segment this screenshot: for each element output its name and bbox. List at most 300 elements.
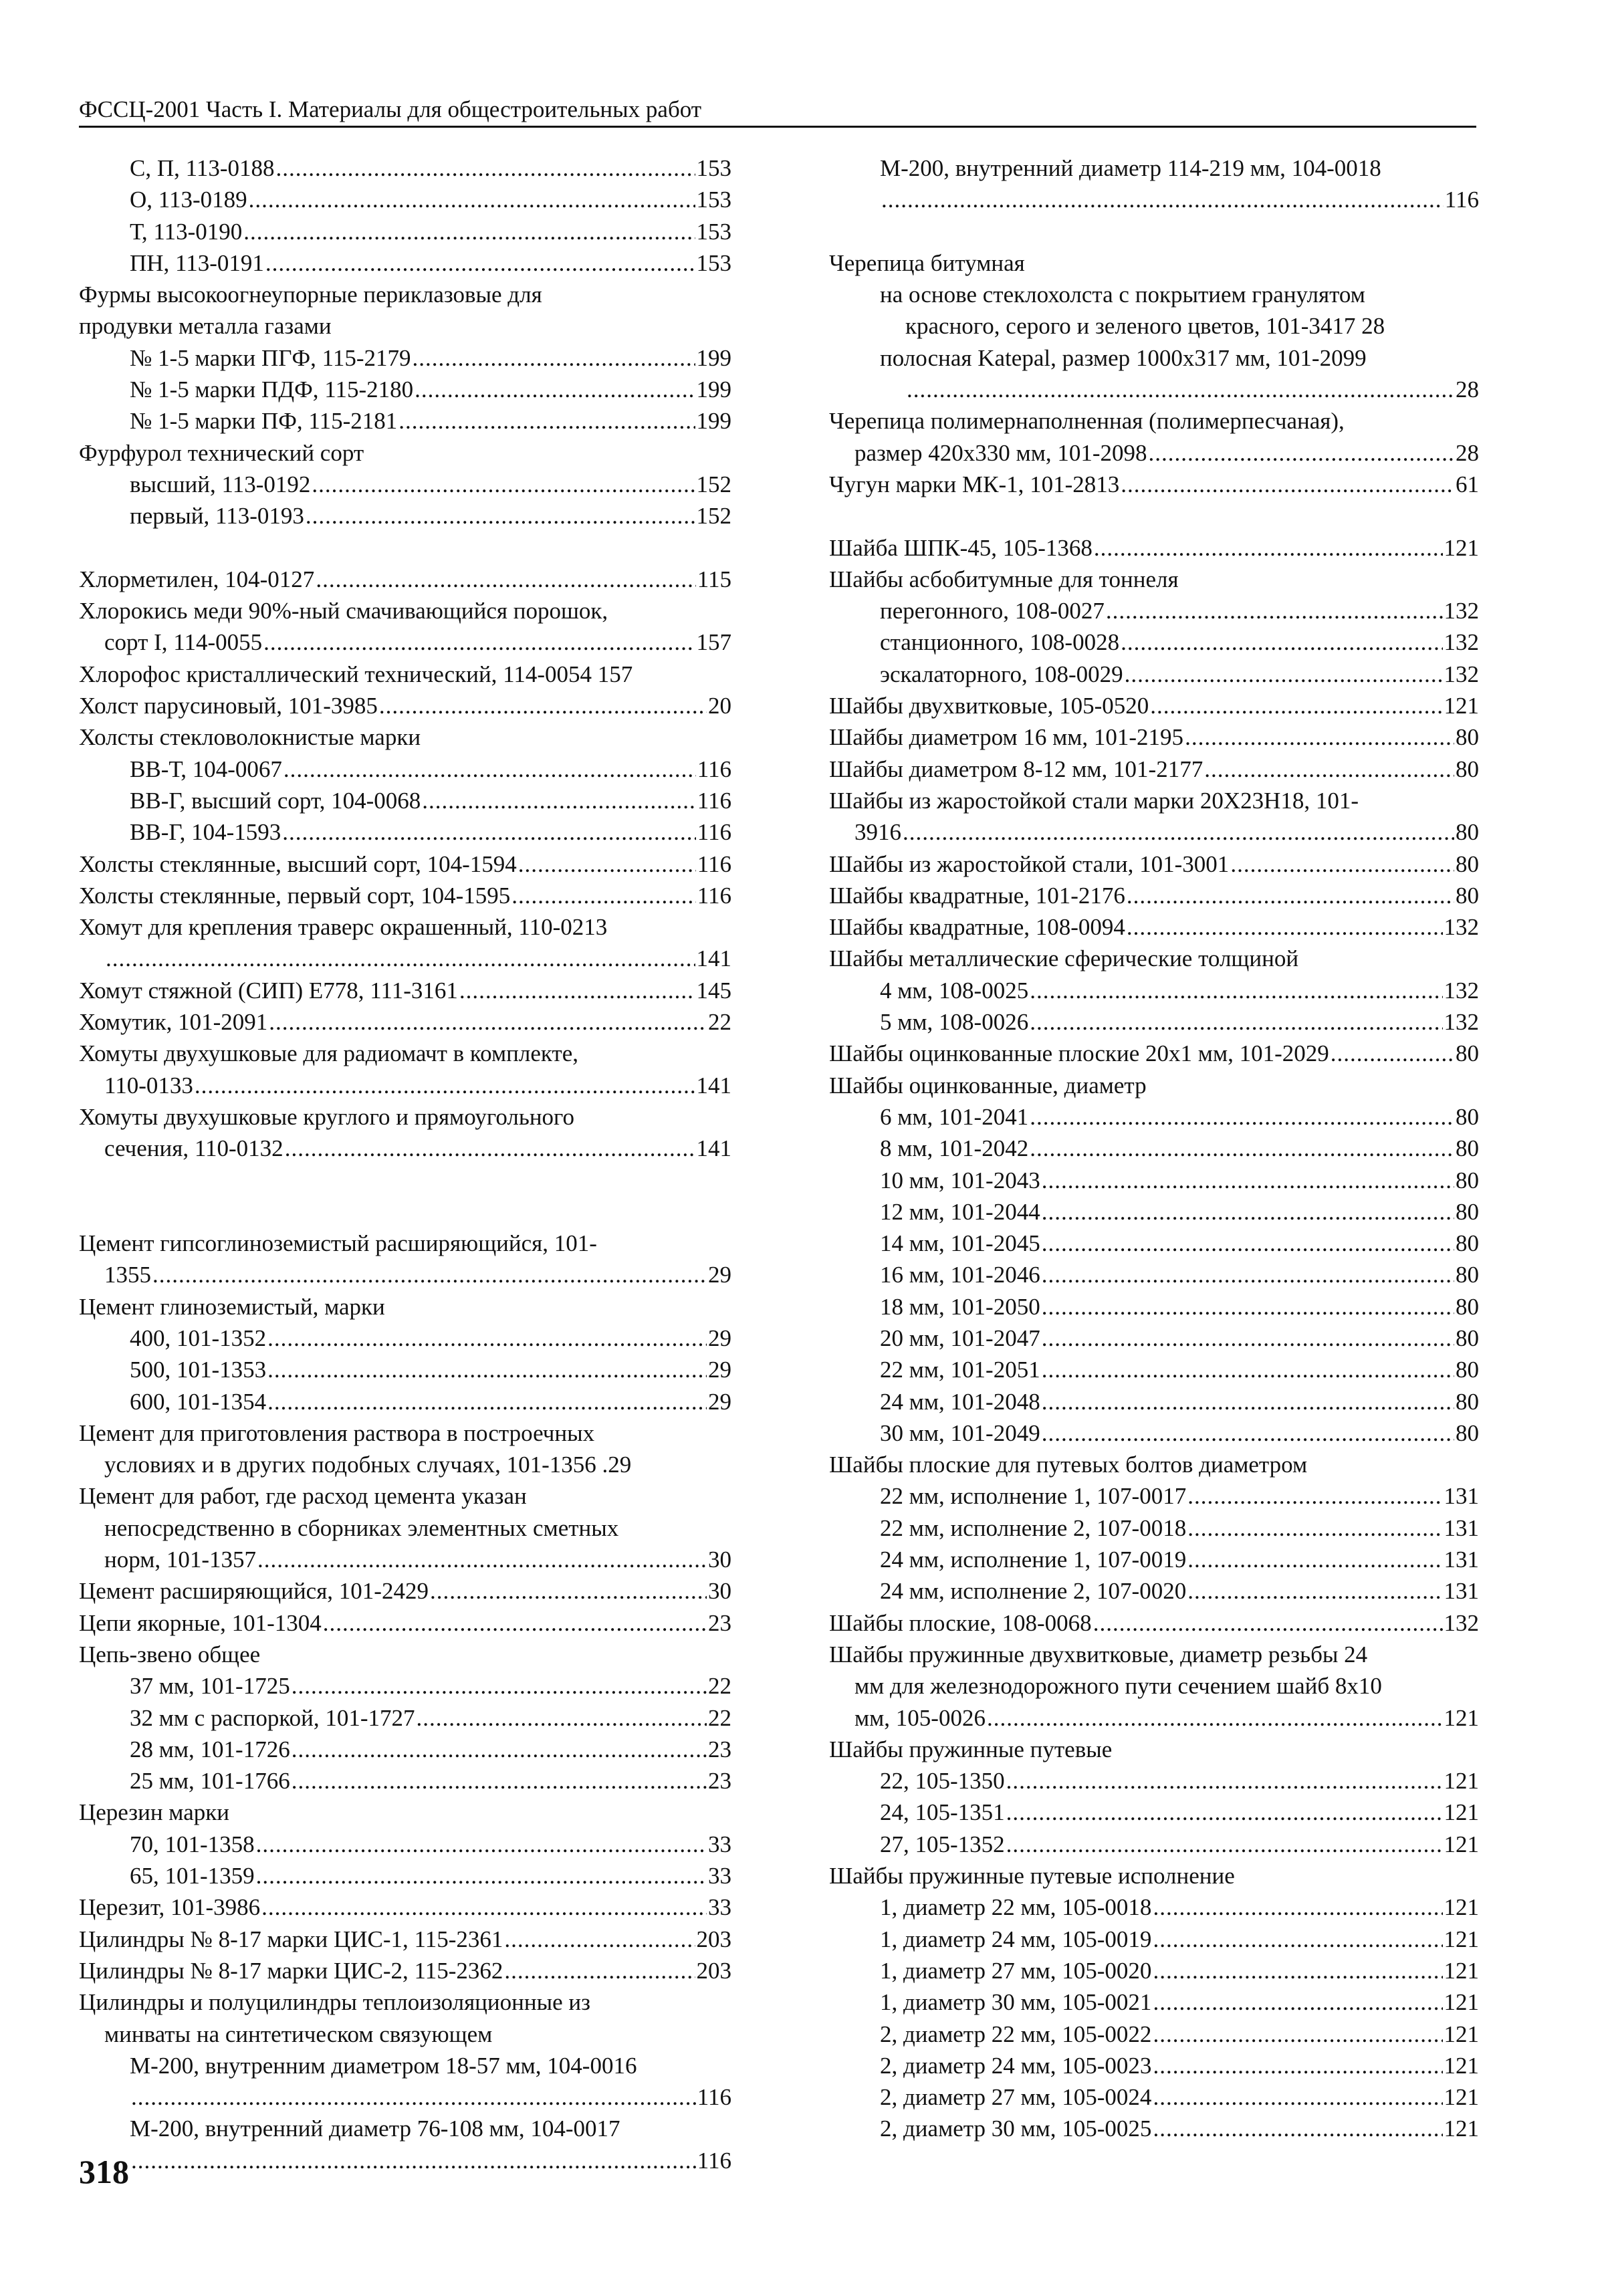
entry-text: Шайбы металлические сферические толщиной — [829, 945, 1299, 972]
entry-text: Хлорокись меди 90%-ный смачивающийся порошок, — [79, 598, 608, 624]
index-entry — [79, 1702, 731, 1734]
index-entry — [79, 880, 731, 911]
dot-leader — [195, 1070, 695, 1101]
index-entry — [829, 247, 1479, 279]
entry-text: Шайбы пружинные двухвитковые, диаметр резьбы 24 — [829, 1641, 1368, 1668]
entry-text: № 1-5 марки ПДФ, 115-2180 — [130, 376, 414, 403]
entry-text: 400, 101-1352 — [130, 1325, 267, 1351]
index-entry — [79, 247, 731, 279]
dot-leader — [1042, 1259, 1454, 1290]
entry-text: 10 мм, 101-2043 — [880, 1167, 1040, 1193]
entry-text: Шайбы из жаростойкой стали марки 20Х23Н18, 101- — [829, 787, 1359, 814]
index-entry — [79, 1386, 731, 1417]
entry-page-ref: 199 — [696, 408, 731, 435]
dot-leader — [292, 1734, 707, 1765]
index-entry — [829, 152, 1479, 184]
dot-leader — [106, 943, 695, 974]
entry-text: Цемент гипсоглиноземистый расширяющийся, 101- — [79, 1230, 597, 1257]
dot-leader — [1121, 469, 1454, 500]
entry-page-ref: 23 — [708, 1736, 731, 1762]
entry-text: 5 мм, 108-0026 — [880, 1009, 1029, 1036]
index-entry — [829, 1734, 1479, 1765]
entry-text: 32 мм с распоркой, 101-1727 — [130, 1704, 415, 1731]
entry-text: 1, диаметр 30 мм, 105-0021 — [880, 1989, 1152, 2016]
dot-leader — [1127, 880, 1454, 911]
index-entry — [79, 1323, 731, 1354]
entry-page-ref: 23 — [708, 1609, 731, 1636]
entry-text: ПН, 113-0191 — [130, 249, 264, 276]
dot-leader — [504, 1955, 695, 1986]
blank-line — [79, 1196, 731, 1228]
entry-page-ref: 80 — [1456, 850, 1479, 877]
index-entry — [829, 1291, 1479, 1323]
entry-page-ref: 132 — [1444, 1009, 1479, 1036]
index-entry — [79, 1986, 731, 2018]
index-entry — [829, 1417, 1479, 1449]
entry-text: 1355 — [104, 1262, 151, 1288]
entry-text: мм для железнодорожного пути сечением шайб 8х10 — [854, 1673, 1382, 1700]
entry-page-ref: 29 — [708, 1388, 731, 1415]
entry-text: Шайбы диаметром 16 мм, 101-2195 — [829, 724, 1184, 751]
entry-text: Холсты стекловолокнистые марки — [79, 724, 421, 751]
entry-page-ref: 132 — [1444, 629, 1479, 656]
dot-leader — [415, 374, 695, 405]
index-entry — [829, 1228, 1479, 1259]
entry-page-ref: 80 — [1456, 1230, 1479, 1257]
dot-leader — [518, 848, 696, 880]
entry-text: условиях и в других подобных случаях, 101-1356 .29 — [104, 1452, 632, 1478]
dot-leader — [1153, 2019, 1442, 2050]
dot-leader — [504, 1924, 695, 1955]
entry-text: 2, диаметр 27 мм, 105-0024 — [880, 2084, 1152, 2111]
entry-page-ref: 116 — [697, 882, 731, 909]
entry-page-ref: 22 — [708, 1009, 731, 1036]
dot-leader — [1121, 626, 1442, 658]
entry-page-ref: 121 — [1444, 2115, 1479, 2142]
entry-page-ref: 203 — [696, 1926, 731, 1952]
index-entry — [829, 437, 1479, 469]
entry-text: 1, диаметр 22 мм, 105-0018 — [880, 1894, 1152, 1921]
entry-text: Шайбы асбобитумные для тоннеля — [829, 566, 1179, 592]
index-entry — [79, 152, 731, 184]
dot-leader — [256, 1829, 707, 1860]
blank-line — [79, 1165, 731, 1196]
index-entry — [79, 2050, 731, 2081]
entry-text: 70, 101-1358 — [130, 1831, 255, 1857]
entry-text: 110-0133 — [104, 1072, 193, 1099]
index-entry — [79, 1924, 731, 1955]
entry-page-ref: 80 — [1456, 1040, 1479, 1067]
index-entry — [829, 184, 1479, 215]
entry-text: Церезит, 101-3986 — [79, 1894, 261, 1921]
index-entry — [79, 342, 731, 374]
index-entry — [79, 1670, 731, 1702]
entry-text: непосредственно в сборниках элементных сметных — [104, 1514, 619, 1541]
entry-text: Цилиндры № 8-17 марки ЦИС-1, 115-2361 — [79, 1926, 503, 1952]
entry-text: Хомутик, 101-2091 — [79, 1009, 268, 1036]
entry-page-ref: 80 — [1456, 1262, 1479, 1288]
dot-leader — [511, 880, 696, 911]
entry-page-ref: 29 — [708, 1262, 731, 1288]
entry-text: первый, 113-0193 — [130, 503, 304, 530]
entry-page-ref: 115 — [697, 566, 731, 592]
entry-text: Фурфурол технический сорт — [79, 439, 364, 466]
dot-leader — [285, 1133, 695, 1164]
index-entry — [829, 1259, 1479, 1290]
entry-page-ref: 116 — [697, 787, 731, 814]
entry-page-ref: 80 — [1456, 1419, 1479, 1446]
entry-text: 24 мм, исполнение 1, 107-0019 — [880, 1546, 1187, 1573]
index-entry — [829, 2050, 1479, 2081]
index-entry — [79, 184, 731, 215]
entry-page-ref: 121 — [1444, 1704, 1479, 1731]
entry-text: 4 мм, 108-0025 — [880, 977, 1029, 1004]
blank-line — [829, 216, 1479, 247]
index-entry — [829, 1670, 1479, 1702]
index-entry — [79, 626, 731, 658]
index-entry — [79, 1891, 731, 1923]
index-entry — [829, 785, 1479, 816]
dot-leader — [1042, 1323, 1454, 1354]
index-entry — [79, 405, 731, 437]
entry-text: ВВ-Г, высший сорт, 104-0068 — [130, 787, 421, 814]
index-entry — [79, 1417, 731, 1449]
index-entry — [79, 2019, 731, 2050]
dot-leader — [1149, 437, 1455, 469]
entry-text: Черепица битумная — [829, 249, 1025, 276]
entry-text: эскалаторного, 108-0029 — [880, 661, 1123, 687]
entry-page-ref: 20 — [708, 693, 731, 719]
entry-text: ВВ-Т, 104-0067 — [130, 756, 282, 782]
index-entry — [829, 1006, 1479, 1038]
entry-page-ref: 153 — [696, 218, 731, 245]
page-header: ФССЦ-2001 Часть I. Материалы для общестроительных работ — [79, 94, 1476, 128]
entry-page-ref: 80 — [1456, 1357, 1479, 1383]
index-entry — [829, 880, 1479, 911]
index-entry — [829, 405, 1479, 437]
entry-text: Шайбы двухвитковые, 105-0520 — [829, 693, 1149, 719]
dot-leader — [1030, 1101, 1454, 1133]
entry-text: 27, 105-1352 — [880, 1831, 1005, 1857]
index-entry — [79, 1133, 731, 1164]
index-entry — [79, 1607, 731, 1639]
entry-page-ref: 116 — [697, 850, 731, 877]
index-entry — [829, 1891, 1479, 1923]
dot-leader — [398, 405, 695, 437]
entry-text: 600, 101-1354 — [130, 1388, 267, 1415]
entry-text: 8 мм, 101-2042 — [880, 1135, 1029, 1162]
entry-text: 1, диаметр 24 мм, 105-0019 — [880, 1926, 1152, 1952]
index-entry — [829, 1924, 1479, 1955]
entry-text: красного, серого и зеленого цветов, 101-3417 28 — [905, 313, 1385, 340]
index-entry — [79, 564, 731, 595]
entry-text: 14 мм, 101-2045 — [880, 1230, 1040, 1257]
index-entry — [829, 374, 1479, 405]
entry-page-ref: 152 — [696, 503, 731, 530]
entry-text: Цилиндры № 8-17 марки ЦИС-2, 115-2362 — [79, 1957, 503, 1984]
index-entry — [829, 1449, 1479, 1480]
index-entry — [79, 911, 731, 943]
entry-text: Хлорметилен, 104-0127 — [79, 566, 315, 592]
dot-leader — [306, 500, 695, 532]
entry-page-ref: 80 — [1456, 882, 1479, 909]
index-entry — [829, 1512, 1479, 1544]
index-entry — [829, 310, 1479, 342]
dot-leader — [1153, 2113, 1442, 2144]
entry-text: Шайбы пружинные путевые — [829, 1736, 1113, 1762]
entry-page-ref: 80 — [1456, 1135, 1479, 1162]
entry-page-ref: 199 — [696, 344, 731, 371]
entry-text: норм, 101-1357 — [104, 1546, 257, 1573]
entry-page-ref: 203 — [696, 1957, 731, 1984]
entry-text: М-200, внутренний диаметр 114-219 мм, 104-0018 — [880, 155, 1381, 181]
dot-leader — [1187, 1544, 1442, 1575]
index-entry — [79, 279, 731, 310]
index-entry — [829, 2113, 1479, 2144]
entry-page-ref: 132 — [1444, 977, 1479, 1004]
dot-leader — [316, 564, 695, 595]
entry-page-ref: 116 — [697, 2084, 731, 2111]
entry-text: Холсты стеклянные, высший сорт, 104-1594 — [79, 850, 517, 877]
entry-page-ref: 132 — [1444, 598, 1479, 624]
entry-text: мм, 105-0026 — [854, 1704, 986, 1731]
entry-text: Хомут для крепления траверс окрашенный, 110-0213 — [79, 914, 608, 941]
index-entry — [829, 1955, 1479, 1986]
entry-page-ref: 121 — [1444, 1831, 1479, 1857]
entry-text: Цепи якорные, 101-1304 — [79, 1609, 322, 1636]
entry-text: 25 мм, 101-1766 — [130, 1768, 290, 1795]
entry-page-ref: 132 — [1444, 1609, 1479, 1636]
entry-text: 3916 — [854, 819, 901, 846]
entry-page-ref: 132 — [1444, 914, 1479, 941]
index-entry — [79, 2145, 731, 2176]
dot-leader — [257, 1544, 707, 1575]
index-entry — [79, 943, 731, 974]
entry-page-ref: 131 — [1444, 1483, 1479, 1510]
index-entry — [829, 754, 1479, 785]
entry-text: сорт I, 114-0055 — [104, 629, 263, 656]
dot-leader — [881, 184, 1444, 215]
index-entry — [79, 595, 731, 626]
entry-page-ref: 153 — [696, 249, 731, 276]
index-entry — [79, 816, 731, 848]
index-entry — [79, 1860, 731, 1891]
entry-text: 24 мм, исполнение 2, 107-0020 — [880, 1578, 1187, 1605]
entry-page-ref: 61 — [1456, 471, 1479, 497]
dot-leader — [417, 1702, 707, 1734]
dot-leader — [1042, 1228, 1454, 1259]
entry-text: 500, 101-1353 — [130, 1357, 267, 1383]
index-entry — [829, 2019, 1479, 2050]
entry-page-ref: 121 — [1444, 2052, 1479, 2079]
entry-text: Цепь-звено общее — [79, 1641, 261, 1668]
dot-leader — [1187, 1480, 1442, 1512]
index-entry — [79, 310, 731, 342]
entry-text: 2, диаметр 24 мм, 105-0023 — [880, 2052, 1152, 2079]
index-entry — [829, 1797, 1479, 1828]
entry-page-ref: 121 — [1444, 1768, 1479, 1795]
entry-page-ref: 116 — [697, 819, 731, 846]
index-entry — [829, 1544, 1479, 1575]
entry-text: Шайбы диаметром 8-12 мм, 101-2177 — [829, 756, 1203, 782]
index-entry — [79, 1734, 731, 1765]
dot-leader — [1230, 848, 1454, 880]
index-entry — [829, 659, 1479, 690]
index-entry — [829, 1575, 1479, 1607]
entry-page-ref: 80 — [1456, 1293, 1479, 1320]
entry-text: 18 мм, 101-2050 — [880, 1293, 1040, 1320]
dot-leader — [422, 785, 696, 816]
index-entry — [829, 1607, 1479, 1639]
index-entry — [829, 1165, 1479, 1196]
entry-text: № 1-5 марки ПГФ, 115-2179 — [130, 344, 411, 371]
entry-page-ref: 80 — [1456, 1388, 1479, 1415]
entry-page-ref: 28 — [1456, 376, 1479, 403]
dot-leader — [1153, 1986, 1442, 2018]
dot-leader — [263, 626, 695, 658]
dot-leader — [249, 184, 695, 215]
entry-text: Шайбы оцинкованные, диаметр — [829, 1072, 1147, 1099]
entry-text: Шайбы квадратные, 101-2176 — [829, 882, 1125, 909]
dot-leader — [1042, 1417, 1454, 1449]
index-entry — [79, 1639, 731, 1670]
entry-text: сечения, 110-0132 — [104, 1135, 283, 1162]
index-entry — [829, 1101, 1479, 1133]
entry-page-ref: 33 — [708, 1831, 731, 1857]
index-entry — [79, 1038, 731, 1069]
entry-page-ref: 157 — [696, 629, 731, 656]
index-entry — [79, 469, 731, 500]
entry-page-ref: 141 — [696, 945, 731, 972]
dot-leader — [1042, 1354, 1454, 1385]
entry-text: О, 113-0189 — [130, 187, 247, 213]
index-entry — [829, 1702, 1479, 1734]
dot-leader — [1153, 1891, 1442, 1923]
index-entry — [79, 2081, 731, 2113]
dot-leader — [261, 1891, 707, 1923]
dot-leader — [1153, 1955, 1442, 1986]
index-entry — [829, 342, 1479, 374]
dot-leader — [1042, 1196, 1454, 1228]
entry-page-ref: 141 — [696, 1135, 731, 1162]
index-entry — [829, 721, 1479, 753]
index-entry — [829, 1639, 1479, 1670]
dot-leader — [1042, 1165, 1454, 1196]
entry-text: минваты на синтетическом связующем — [104, 2021, 493, 2047]
entry-text: 24, 105-1351 — [880, 1799, 1005, 1826]
entry-text: продувки металла газами — [79, 313, 332, 340]
index-entry — [79, 1291, 731, 1323]
dot-leader — [413, 342, 695, 374]
dot-leader — [323, 1607, 707, 1639]
entry-text: Хомуты двухушковые для радиомачт в комплекте, — [79, 1040, 578, 1067]
dot-leader — [283, 754, 696, 785]
entry-text: Шайбы пружинные путевые исполнение — [829, 1863, 1235, 1889]
dot-leader — [1204, 754, 1454, 785]
entry-page-ref: 33 — [708, 1894, 731, 1921]
entry-text: высший, 113-0192 — [130, 471, 311, 497]
entry-text: Холст парусиновый, 101-3985 — [79, 693, 378, 719]
index-entry — [829, 1070, 1479, 1101]
entry-page-ref: 22 — [708, 1704, 731, 1731]
dot-leader — [243, 216, 695, 247]
entry-page-ref: 153 — [696, 187, 731, 213]
entry-text: 2, диаметр 22 мм, 105-0022 — [880, 2021, 1152, 2047]
dot-leader — [907, 374, 1454, 405]
dot-leader — [282, 816, 696, 848]
dot-leader — [1042, 1291, 1454, 1323]
entry-page-ref: 116 — [697, 2147, 731, 2174]
dot-leader — [267, 1386, 707, 1417]
dot-leader — [267, 1354, 707, 1385]
entry-text: Хомуты двухушковые круглого и прямоугольного — [79, 1103, 575, 1130]
entry-text: Шайбы из жаростойкой стали, 101-3001 — [829, 850, 1230, 877]
dot-leader — [1093, 1607, 1443, 1639]
index-entry — [79, 1006, 731, 1038]
entry-text: 22, 105-1350 — [880, 1768, 1005, 1795]
index-entry — [829, 595, 1479, 626]
entry-page-ref: 152 — [696, 471, 731, 497]
index-entry — [829, 532, 1479, 564]
dot-leader — [1153, 1924, 1442, 1955]
dot-leader — [1006, 1829, 1443, 1860]
entry-page-ref: 121 — [1444, 693, 1479, 719]
index-entry — [79, 2113, 731, 2144]
index-entry — [829, 1196, 1479, 1228]
entry-page-ref: 121 — [1444, 1894, 1479, 1921]
dot-leader — [1030, 1133, 1454, 1164]
index-entry — [79, 848, 731, 880]
index-entry — [829, 816, 1479, 848]
index-entry — [79, 1228, 731, 1259]
entry-text: Шайбы плоские, 108-0068 — [829, 1609, 1092, 1636]
index-entry — [829, 690, 1479, 721]
entry-text: Хлорофос кристаллический технический, 114-0054 157 — [79, 661, 633, 687]
dot-leader — [312, 469, 695, 500]
index-entry — [829, 1860, 1479, 1891]
dot-leader — [267, 1323, 707, 1354]
dot-leader — [1150, 690, 1442, 721]
index-entry — [829, 2081, 1479, 2113]
dot-leader — [903, 816, 1454, 848]
index-entry — [829, 279, 1479, 310]
entry-text: Шайба ШПК-45, 105-1368 — [829, 534, 1093, 561]
dot-leader — [1006, 1797, 1443, 1828]
dot-leader — [292, 1670, 707, 1702]
index-entry — [829, 1386, 1479, 1417]
index-entry — [79, 1070, 731, 1101]
entry-page-ref: 145 — [696, 977, 731, 1004]
entry-text: С, П, 113-0188 — [130, 155, 275, 181]
entry-page-ref: 131 — [1444, 1578, 1479, 1605]
index-entry — [829, 626, 1479, 658]
entry-page-ref: 153 — [696, 155, 731, 181]
entry-text: 30 мм, 101-2049 — [880, 1419, 1040, 1446]
index-entry — [79, 721, 731, 753]
entry-text: 22 мм, 101-2051 — [880, 1357, 1040, 1383]
index-entry — [829, 848, 1479, 880]
entry-text: размер 420x330 мм, 101-2098 — [854, 439, 1147, 466]
entry-page-ref: 121 — [1444, 1957, 1479, 1984]
dot-leader — [131, 2145, 696, 2176]
entry-text: ВВ-Г, 104-1593 — [130, 819, 281, 846]
dot-leader — [1187, 1512, 1442, 1544]
entry-text: 16 мм, 101-2046 — [880, 1262, 1040, 1288]
index-entry — [79, 1512, 731, 1544]
entry-text: станционного, 108-0028 — [880, 629, 1120, 656]
entry-text: 37 мм, 101-1725 — [130, 1673, 290, 1700]
dot-leader — [1125, 659, 1443, 690]
